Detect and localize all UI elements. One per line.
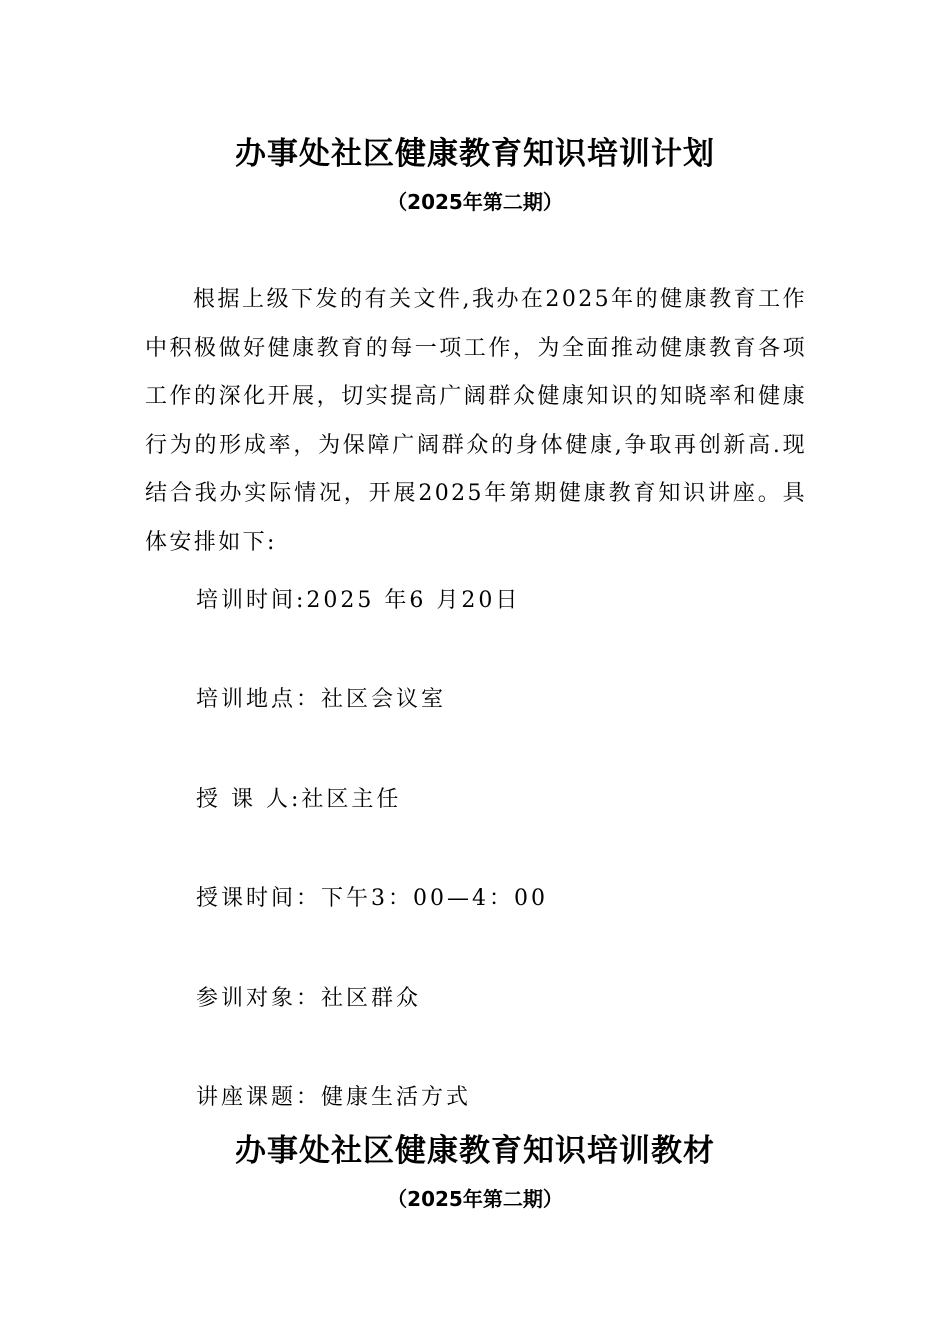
participants: 参训对象：社区群众 xyxy=(196,986,422,1011)
training-location: 培训地点：社区会议室 xyxy=(196,687,447,712)
plan-title: 办事处社区健康教育知识培训计划 xyxy=(235,136,715,172)
plan-subtitle: （2025年第二期） xyxy=(387,190,563,214)
lecture-time: 授课时间：下午3：00—4：00 xyxy=(196,886,548,911)
lecture-topic: 讲座课题：健康生活方式 xyxy=(196,1085,472,1110)
materials-subtitle: （2025年第二期） xyxy=(387,1187,563,1211)
lecturer: 授 课 人:社区主任 xyxy=(196,787,402,812)
plan-intro-paragraph: 根据上级下发的有关文件,我办在2025年的健康教育工作中积极做好健康教育的每一项工作，为全面推动健康教育各项工作的深化开展，切实提高广阔群众健康知识的知晓率和健康行为的形成率，为保障广阔群众的身体健康,争取再创新高.现结合我办实际情况，开展2025年第期健康教育知识讲座。具体安排如下: xyxy=(145,287,807,555)
materials-title: 办事处社区健康教育知识培训教材 xyxy=(235,1133,715,1169)
training-time: 培训时间:2025 年6 月20日 xyxy=(196,588,521,613)
